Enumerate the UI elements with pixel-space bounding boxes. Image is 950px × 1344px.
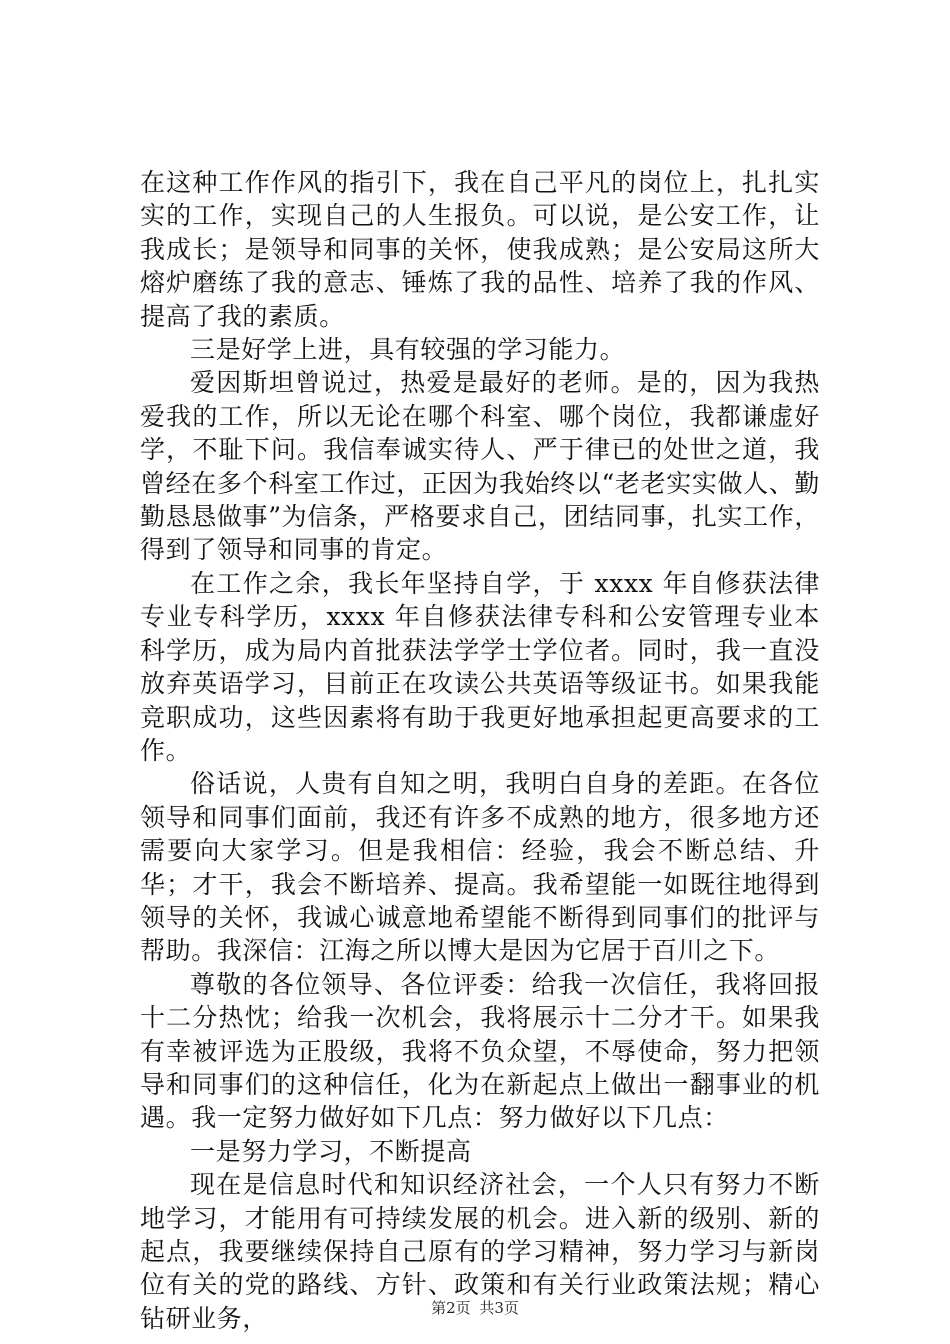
paragraph-einstein: 爱因斯坦曾说过，热爱是最好的老师。是的，因为我热爱我的工作，所以无论在哪个科室、哪个岗位，我都谦虚好学，不耻下问。我信奉诚实待人、严于律已的处世之道，我曾经在多个科室工作过，正因为我始终以“老老实实做人、勤勤恳恳做事”为信条，严格要求自己，团结同事，扎实工作，得到了领导和同事的肯定。: [140, 368, 820, 565]
page-total: 共3页: [479, 1299, 519, 1317]
page-number: 第2页: [431, 1299, 471, 1317]
paragraph-self-study: 在工作之余，我长年坚持自学，于 xxxx 年自修获法律专业专科学历，xxxx 年自修获法律专科和公安管理专业本科学历，成为局内首批获法学学士学位者。同时，我一直没放弃英语学习，目前正在攻读公共英语等级证书。如果我能竞职成功，这些因素将有助于我更好地承担起更高要求的工作。: [140, 568, 820, 765]
document-body: [140, 166, 820, 1335]
paragraph-heading-learning-ability: 三是好学上进，具有较强的学习能力。: [190, 335, 626, 365]
paragraph-work-style: 在这种工作作风的指引下，我在自己平凡的岗位上，扎扎实实的工作，实现自己的人生报负。可以说，是公安工作，让我成长；是领导和同事的关怀，使我成熟；是公安局这所大熔炉磨练了我的意志、锤炼了我的品性、培养了我的作风、提高了我的素质。: [140, 168, 820, 331]
paragraph-information-age: 现在是信息时代和知识经济社会，一个人只有努力不断地学习，才能用有可持续发展的机会。进入新的级别、新的起点，我要继续保持自己原有的学习精神，努力学习与新岗位有关的党的路线、方针、政策和有关行业政策法规；精心钻研业务，: [140, 1170, 820, 1333]
page-footer: [0, 1298, 950, 1318]
paragraph-heading-study-hard: 一是努力学习，不断提高: [190, 1136, 472, 1166]
paragraph-address-judges: 尊敬的各位领导、各位评委：给我一次信任，我将回报十二分热忱；给我一次机会，我将展示十二分才干。如果我有幸被评选为正股级，我将不负众望，不辱使命，努力把领导和同事们的这种信任，化为在新起点上做出一翻事业的机遇。我一定努力做好如下几点：努力做好以下几点：: [140, 969, 820, 1133]
paragraph-self-knowledge: 俗话说，人贵有自知之明，我明白自身的差距。在各位领导和同事们面前，我还有许多不成熟的地方，很多地方还需要向大家学习。但是我相信：经验，我会不断总结、升华；才干，我会不断培养、提高。我希望能一如既往地得到领导的关怀，我诚心诚意地希望能不断得到同事们的批评与帮助。我深信：江海之所以博大是因为它居于百川之下。: [140, 769, 820, 966]
